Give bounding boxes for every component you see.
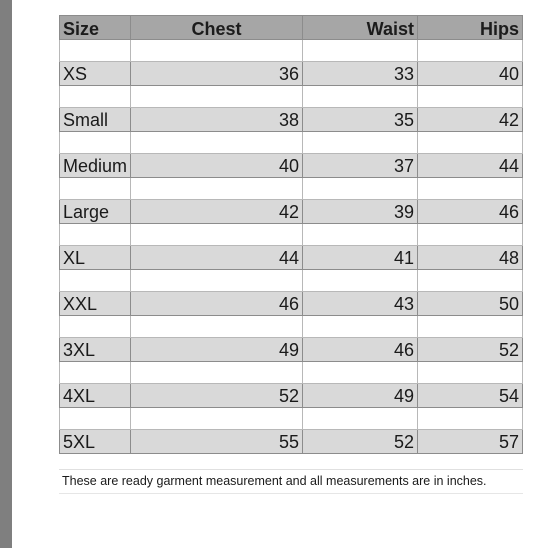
spacer-cell [131,40,303,62]
spacer-cell [303,132,418,154]
spacer-cell [303,40,418,62]
cell-waist: 43 [303,292,418,316]
spacer-cell [131,86,303,108]
spacer-cell [59,316,131,338]
cell-hips: 46 [418,200,523,224]
cell-waist: 37 [303,154,418,178]
spacer-cell [59,408,131,430]
table-row [59,338,523,362]
cell-size: 4XL [59,384,131,408]
cell-size: XXL [59,292,131,316]
note-divider-top [59,469,523,470]
cell-size: 5XL [59,430,131,454]
cell-waist: 33 [303,62,418,86]
table-row [59,154,523,178]
spacer-cell [418,408,523,430]
cell-hips: 40 [418,62,523,86]
table-spacer-row [59,316,523,338]
cell-waist: 39 [303,200,418,224]
table-row [59,246,523,270]
spacer-cell [418,132,523,154]
spacer-cell [59,224,131,246]
note-divider-bottom [59,493,523,494]
cell-waist: 41 [303,246,418,270]
spacer-cell [131,132,303,154]
cell-hips: 50 [418,292,523,316]
table-spacer-row [59,178,523,200]
cell-chest: 36 [131,62,303,86]
cell-hips: 52 [418,338,523,362]
cell-hips: 57 [418,430,523,454]
header-hips: Hips [418,15,523,40]
spacer-cell [303,178,418,200]
spacer-cell [131,362,303,384]
spacer-cell [418,316,523,338]
cell-chest: 40 [131,154,303,178]
cell-size: Medium [59,154,131,178]
table-row [59,62,523,86]
table-spacer-row [59,86,523,108]
table-row [59,292,523,316]
table-row [59,384,523,408]
cell-hips: 48 [418,246,523,270]
spacer-cell [418,178,523,200]
cell-waist: 49 [303,384,418,408]
spacer-cell [131,270,303,292]
cell-size: Small [59,108,131,132]
spacer-cell [418,224,523,246]
cell-chest: 38 [131,108,303,132]
spacer-cell [131,316,303,338]
spacer-cell [131,224,303,246]
cell-size: 3XL [59,338,131,362]
header-waist: Waist [303,15,418,40]
window-edge [0,0,12,548]
spacer-cell [59,270,131,292]
cell-chest: 55 [131,430,303,454]
spacer-cell [59,178,131,200]
cell-size: Large [59,200,131,224]
table-spacer-row [59,408,523,430]
table-spacer-row [59,362,523,384]
table-body [59,40,523,454]
spacer-cell [303,224,418,246]
size-chart-table [59,15,523,454]
spacer-cell [418,86,523,108]
table-row [59,200,523,224]
spacer-cell [418,270,523,292]
spacer-cell [303,362,418,384]
table-spacer-row [59,40,523,62]
spacer-cell [303,316,418,338]
cell-chest: 42 [131,200,303,224]
cell-hips: 44 [418,154,523,178]
table-spacer-row [59,224,523,246]
spacer-cell [59,132,131,154]
cell-chest: 49 [131,338,303,362]
table-header-row [59,15,523,40]
cell-chest: 46 [131,292,303,316]
spacer-cell [131,408,303,430]
cell-hips: 42 [418,108,523,132]
cell-chest: 52 [131,384,303,408]
spacer-cell [418,362,523,384]
cell-waist: 46 [303,338,418,362]
header-chest: Chest [131,15,303,40]
table-row [59,108,523,132]
cell-chest: 44 [131,246,303,270]
spacer-cell [303,408,418,430]
table-row [59,430,523,454]
spacer-cell [59,362,131,384]
spacer-cell [303,270,418,292]
spacer-cell [59,40,131,62]
cell-size: XL [59,246,131,270]
header-size: Size [59,15,131,40]
spacer-cell [131,178,303,200]
table-spacer-row [59,132,523,154]
cell-size: XS [59,62,131,86]
cell-hips: 54 [418,384,523,408]
measurement-note: These are ready garment measurement and all measurements are in inches. [62,474,487,488]
table-spacer-row [59,270,523,292]
spacer-cell [59,86,131,108]
cell-waist: 35 [303,108,418,132]
spacer-cell [418,40,523,62]
cell-waist: 52 [303,430,418,454]
spacer-cell [303,86,418,108]
